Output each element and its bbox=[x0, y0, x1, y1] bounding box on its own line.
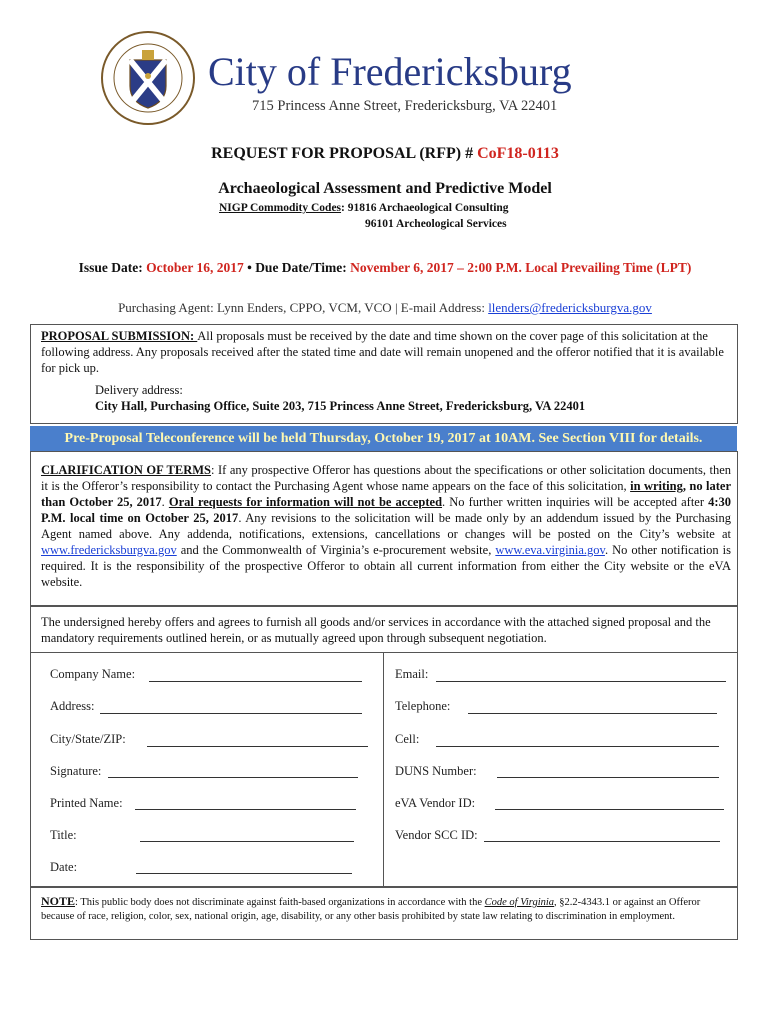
duns-number-label: DUNS Number: bbox=[395, 764, 477, 778]
clarification-part-7: and the Commonwealth of Virginia’s e-procurement website, bbox=[176, 543, 496, 557]
note-heading: NOTE bbox=[41, 894, 76, 908]
agent-text: Purchasing Agent: Lynn Enders, CPPO, VCM, VCO | E-mail Address: bbox=[118, 300, 489, 315]
clarification-part-1: : If any prospective Offeror has questions about the specifications or other solicitation documents, then it is the Offeror’s responsibility to contact the Purchasing Agent whose name appears on the face of this solicitation, bbox=[41, 463, 731, 493]
delivery-address: City Hall, Purchasing Office, Suite 203, 715 Princess Anne Street, Fredericksburg, VA 22401 bbox=[95, 399, 586, 413]
date-bullet: • bbox=[243, 260, 256, 275]
dates-line bbox=[0, 260, 770, 276]
city-website-link[interactable]: www.fredericksburgva.gov bbox=[41, 543, 177, 557]
rfp-title bbox=[0, 145, 770, 163]
teleconference-banner: Pre-Proposal Teleconference will be held Thursday, October 19, 2017 at 10AM. See Section VIII for details. bbox=[30, 426, 737, 451]
code-of-virginia: Code of Virginia bbox=[484, 897, 555, 908]
signature-field[interactable] bbox=[108, 777, 358, 778]
note-part-2: , §2.2-4343.1 or against an Offeror because of race, religion, color, sex, national origin, age, disability, or any other basis prohibited by state law relating to discrimination in employment. bbox=[41, 897, 701, 922]
nigp-code-2: 96101 Archeological Services bbox=[365, 218, 507, 230]
note-box bbox=[30, 887, 738, 940]
clarification-part-3: . bbox=[161, 495, 169, 509]
city-state-zip-field[interactable] bbox=[147, 746, 368, 747]
title-field[interactable] bbox=[140, 841, 354, 842]
issue-label: Issue Date: bbox=[78, 260, 147, 275]
purchasing-agent bbox=[0, 300, 770, 316]
in-writing: in writing bbox=[630, 479, 683, 493]
oral-requests: Oral requests for information will not be accepted bbox=[168, 495, 443, 509]
offer-box bbox=[30, 606, 738, 653]
city-address: 715 Princess Anne Street, Fredericksburg, VA 22401 bbox=[252, 98, 558, 114]
signature-label: Signature: bbox=[50, 764, 102, 778]
submission-text bbox=[41, 328, 731, 376]
city-title: City of Fredericksburg bbox=[208, 49, 572, 94]
clarification-part-8: . No other notification is required. It is the responsibility of the prospective Offeror to obtain all current information from either the City website or the eVA website. bbox=[41, 543, 732, 589]
clarification-part-6: . Any revisions to the solicitation will be made only by an addendum issued by the Purchasing Agent named above. Any addenda, notifications, extensions, cancellations or changes will be posted on the City’s website at bbox=[41, 511, 731, 541]
due-label: Due Date/Time: bbox=[255, 260, 351, 275]
clarification-text bbox=[41, 462, 731, 590]
email-label: Email: bbox=[395, 667, 429, 681]
inquiry-deadline: 4:30 P.M. local time on October 25, 2017 bbox=[41, 495, 732, 525]
date-field[interactable] bbox=[136, 873, 352, 874]
company-name-field[interactable] bbox=[149, 681, 362, 682]
address-label: Address: bbox=[50, 699, 95, 713]
clarification-heading: CLARIFICATION OF TERMS bbox=[41, 463, 212, 477]
city-seal-logo bbox=[100, 30, 196, 126]
submission-box bbox=[30, 324, 738, 424]
company-name-label: Company Name: bbox=[50, 667, 136, 681]
cell-label: Cell: bbox=[395, 732, 420, 746]
vendor-form bbox=[30, 652, 738, 887]
nigp-label: NIGP Commodity Codes bbox=[219, 202, 342, 214]
clarification-box bbox=[30, 451, 738, 606]
email-field[interactable] bbox=[436, 681, 726, 682]
deadline-date: , no later than October 25, 2017 bbox=[41, 479, 731, 509]
address-field[interactable] bbox=[100, 713, 362, 714]
rfp-prefix: REQUEST FOR PROPOSAL (RFP) # bbox=[211, 145, 478, 162]
cell-field[interactable] bbox=[436, 746, 719, 747]
clarification-part-4: . No further written inquiries will be accepted after bbox=[442, 495, 709, 509]
city-state-zip-label: City/State/ZIP: bbox=[50, 732, 126, 746]
rfp-number: CoF18-0113 bbox=[477, 145, 559, 162]
vendor-scc-id-field[interactable] bbox=[484, 841, 720, 842]
issue-date: October 16, 2017 bbox=[146, 260, 244, 275]
telephone-label: Telephone: bbox=[395, 699, 451, 713]
form-divider bbox=[383, 653, 384, 886]
eva-website-link[interactable]: www.eva.virginia.gov bbox=[495, 543, 605, 557]
submission-heading: PROPOSAL SUBMISSION: bbox=[41, 329, 198, 343]
note-part-1: : This public body does not discriminate against faith-based organizations in accordance with the bbox=[75, 897, 485, 908]
submission-body: All proposals must be received by the date and time shown on the cover page of this solicitation at the following address. Any proposals received after the stated time and date will remain unopened and the offeror notified that it is available for pick up. bbox=[41, 329, 724, 375]
nigp-code-1: 91816 Archaeological Consulting bbox=[347, 202, 509, 214]
printed-name-field[interactable] bbox=[135, 809, 356, 810]
offer-text: The undersigned hereby offers and agrees to furnish all goods and/or services in accordance with the attached signed proposal and the mandatory requirements outlined herein, or as mutually agreed upon through subsequent negotiation. bbox=[41, 615, 711, 645]
duns-number-field[interactable] bbox=[497, 777, 719, 778]
eva-vendor-id-field[interactable] bbox=[495, 809, 724, 810]
nigp-codes bbox=[219, 202, 509, 214]
delivery-label: Delivery address: bbox=[95, 383, 183, 397]
date-label: Date: bbox=[50, 860, 78, 874]
note-text bbox=[41, 894, 731, 924]
eva-vendor-id-label: eVA Vendor ID: bbox=[395, 796, 476, 810]
due-date: November 6, 2017 – 2:00 P.M. Local Prevailing Time (LPT) bbox=[350, 260, 692, 275]
title-label: Title: bbox=[50, 828, 77, 842]
project-title: Archaeological Assessment and Predictive Model bbox=[218, 180, 552, 197]
telephone-field[interactable] bbox=[468, 713, 717, 714]
vendor-scc-id-label: Vendor SCC ID: bbox=[395, 828, 478, 842]
printed-name-label: Printed Name: bbox=[50, 796, 123, 810]
nigp-sep: : bbox=[341, 202, 348, 214]
agent-email-link[interactable]: llenders@fredericksburgva.gov bbox=[488, 300, 652, 315]
